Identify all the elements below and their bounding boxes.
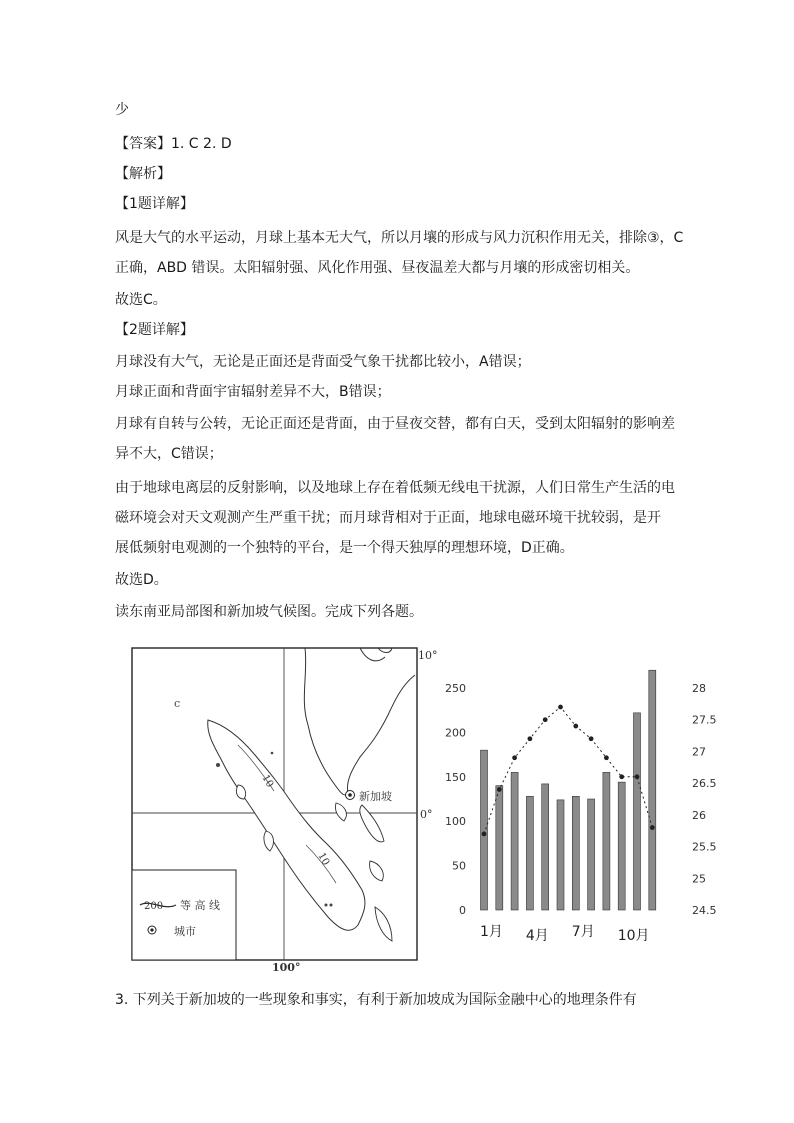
y-right-tick: 25.5 (692, 840, 717, 854)
y-left-tick: 250 (445, 682, 466, 695)
precip-bar (588, 799, 595, 910)
precip-bar (511, 772, 518, 910)
text-line: 【解析】 (115, 166, 171, 182)
x-tick: 7月 (571, 924, 595, 940)
text-line: 展低频射电观测的一个独特的平台，是一个得天独厚的理想环境，D正确。 (115, 540, 574, 556)
singapore-label: 新加坡 (359, 790, 392, 803)
left-axis-ticks (445, 682, 466, 917)
text-line: 磁环境会对天文观测产生严重干扰；而月球背相对于正面，地球电磁环境干扰较弱，是开 (115, 510, 661, 526)
text-line: 月球没有大气，无论是正面还是背面受气象干扰都比较小，A错误； (115, 354, 531, 370)
lat-mid-label: 0° (420, 808, 433, 821)
text-line: 异不大，C错误； (115, 446, 223, 462)
text-line: 故选C。 (115, 292, 167, 308)
temperature-point (528, 736, 533, 741)
temperature-point (619, 774, 624, 779)
legend-contour-value: 200 (144, 901, 164, 912)
precip-bar (542, 784, 549, 910)
y-right-tick: 26.5 (692, 777, 717, 791)
temperature-point (635, 774, 640, 779)
x-tick: 4月 (525, 928, 549, 944)
temperature-point (604, 755, 609, 760)
text-line: 月球有自转与公转，无论正面还是背面，由于昼夜交替，都有白天，受到太阳辐射的影响差 (115, 416, 675, 432)
y-right-tick: 25 (692, 872, 706, 886)
southeast-asia-map (130, 645, 438, 974)
text-line: 【2题详解】 (115, 322, 194, 338)
precip-bar (572, 796, 579, 910)
text-line: 正确，ABD 错误。太阳辐射强、风化作用强、昼夜温差大都与月壤的形成密切相关。 (115, 260, 640, 276)
temperature-point (543, 717, 548, 722)
text-line: 读东南亚局部图和新加坡气候图。完成下列各题。 (115, 604, 423, 620)
x-axis-ticks (480, 924, 650, 944)
contour-label-2: 10 (315, 851, 332, 868)
map-legend (132, 870, 236, 960)
contour-label-1: 10 (259, 773, 276, 790)
precip-bar (526, 796, 533, 910)
x-tick: 10月 (617, 928, 650, 944)
temperature-point (497, 787, 502, 792)
lon-label: 100° (272, 961, 301, 974)
text-line: 【1题详解】 (115, 196, 194, 212)
y-left-tick: 150 (445, 770, 466, 784)
text-line: 少 (115, 102, 129, 118)
right-axis-ticks (692, 682, 717, 917)
precip-bar (481, 750, 488, 910)
map-small-mark: c (174, 697, 181, 710)
precip-bar (496, 786, 503, 910)
legend-city-label: 城市 (174, 925, 196, 938)
singapore-climate-chart (440, 650, 740, 960)
precip-bar (634, 713, 641, 910)
y-left-tick: 100 (445, 815, 466, 829)
precip-bar (557, 800, 564, 910)
temperature-point (482, 831, 487, 836)
y-left-tick: 0 (459, 904, 466, 917)
temperature-point (650, 825, 655, 830)
legend-contour-label: 等 高 线 (180, 899, 220, 912)
precip-bar (618, 782, 625, 910)
lat-top-label: 10° (418, 649, 438, 662)
precip-bar (603, 772, 610, 910)
temperature-points (482, 705, 655, 837)
x-tick: 1月 (480, 924, 503, 940)
y-right-tick: 28 (692, 682, 706, 695)
temperature-point (589, 736, 594, 741)
y-right-tick: 27 (692, 745, 706, 759)
precipitation-bars (481, 670, 656, 910)
y-left-tick: 200 (445, 726, 466, 740)
question-3: 3. 下列关于新加坡的一些现象和事实，有利于新加坡成为国际金融中心的地理条件有 (115, 992, 637, 1008)
temperature-line (484, 707, 652, 834)
text-line: 月球正面和背面宇宙辐射差异不大，B错误； (115, 384, 391, 400)
y-right-tick: 26 (692, 808, 706, 822)
y-right-tick: 27.5 (692, 713, 717, 727)
text-line: 故选D。 (115, 572, 168, 588)
text-line: 由于地球电离层的反射影响，以及地球上存在着低频无线电干扰源，人们日常生产生活的电 (115, 480, 675, 496)
temperature-point (558, 705, 563, 710)
text-line: 【答案】1. C 2. D (115, 136, 232, 152)
precip-bar (649, 670, 656, 910)
text-line: 风是大气的水平运动，月球上基本无大气，所以月壤的形成与风力沉积作用无关，排除③，C (115, 230, 684, 246)
temperature-point (512, 755, 517, 760)
y-left-tick: 50 (452, 859, 466, 873)
y-right-tick: 24.5 (692, 904, 717, 917)
temperature-point (573, 724, 578, 729)
